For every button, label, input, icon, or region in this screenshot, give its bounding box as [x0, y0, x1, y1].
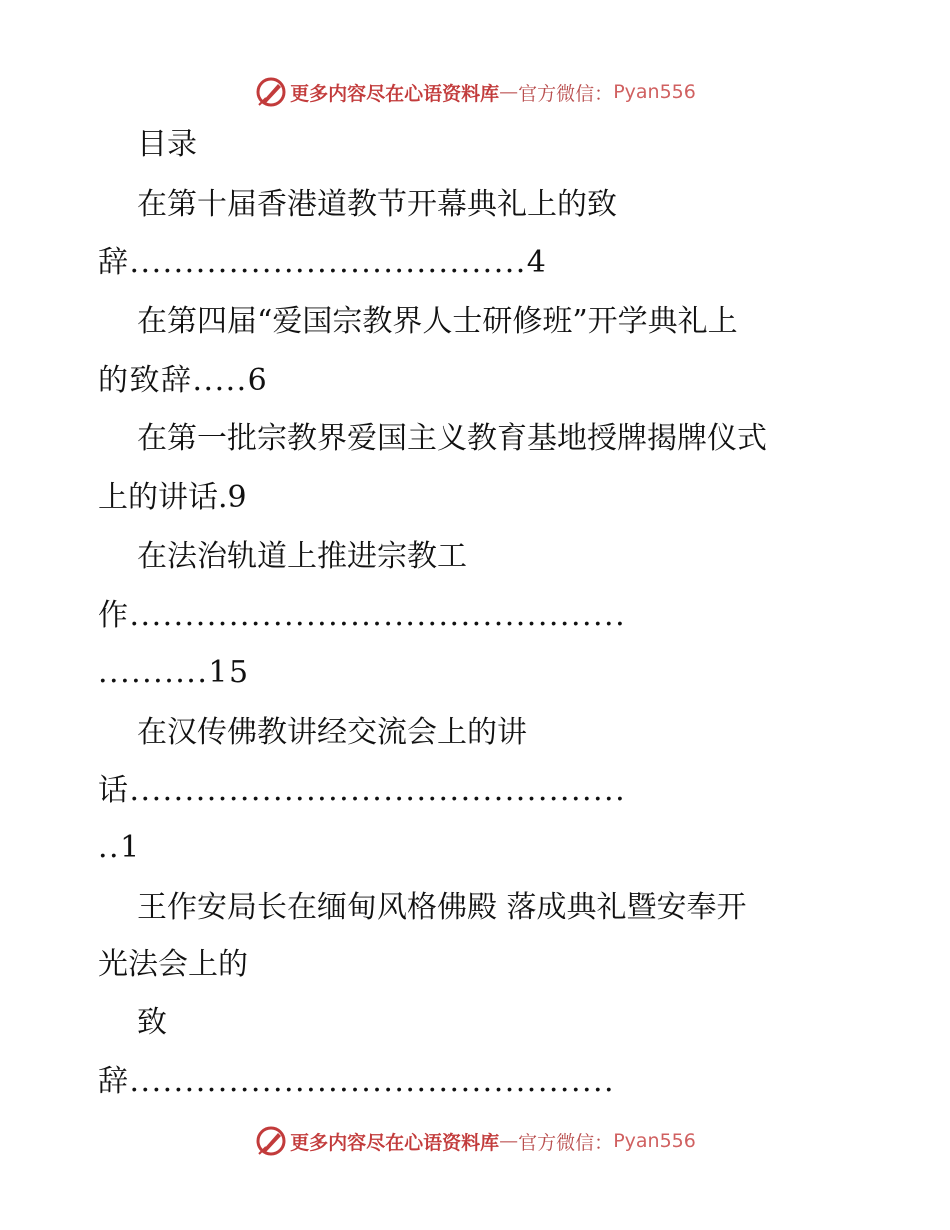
toc-line	[0, 532, 950, 582]
toc-line	[0, 708, 950, 758]
toc-entry-title: 在汉传佛教讲经交流会上的讲	[137, 715, 527, 750]
toc-line	[0, 414, 950, 464]
toc-entry-leader: ..........15	[98, 655, 250, 690]
toc-line	[0, 648, 950, 698]
toc-entry-title: 光法会上的	[98, 947, 248, 982]
toc-entry-title: 在第十届香港道教节开幕典礼上的致	[137, 187, 617, 222]
toc-line	[0, 1057, 950, 1107]
banner-brand: 更多内容尽在心语资料库	[290, 1131, 500, 1154]
banner-wechat-id: Pyan556	[613, 1130, 696, 1152]
toc-line	[0, 297, 950, 347]
footer-banner	[0, 1121, 950, 1161]
toc-entry-leader: ..1	[98, 830, 141, 865]
toc-entry-leader: 上的讲话.9	[98, 480, 247, 515]
toc-line	[0, 823, 950, 873]
toc-line	[0, 473, 950, 523]
banner-wechat-id: Pyan556	[613, 81, 696, 103]
quill-logo-icon	[254, 1124, 288, 1158]
banner-separator: —	[499, 81, 519, 103]
header-banner	[0, 72, 950, 112]
banner-wechat-label: 官方微信：	[518, 1131, 614, 1154]
toc-line	[0, 591, 950, 641]
toc-entry-title: 在法治轨道上推进宗教工	[137, 539, 467, 574]
toc-line	[0, 883, 950, 933]
toc-line	[0, 998, 950, 1048]
toc-entry-leader: 话.............................................	[98, 773, 627, 808]
toc-heading: 目录	[137, 127, 197, 162]
toc-entry-leader: 辞............................................	[98, 1064, 616, 1099]
toc-entry-title: 致	[137, 1005, 167, 1040]
toc-entry-leader: 作.............................................	[98, 598, 627, 633]
toc-entry-title: 王作安局长在缅甸风格佛殿 落成典礼暨安奉开	[137, 890, 747, 925]
toc-line	[0, 766, 950, 816]
toc-entry-leader: 的致辞.....6	[98, 363, 269, 398]
banner-wechat-label: 官方微信：	[518, 82, 614, 105]
toc-line	[0, 180, 950, 230]
toc-heading-line	[0, 120, 950, 170]
toc-line	[0, 238, 950, 288]
banner-separator: —	[499, 1130, 519, 1152]
toc-entry-title: 在第四届“爱国宗教界人士研修班”开学典礼上	[137, 304, 738, 339]
toc-line	[0, 356, 950, 406]
toc-entry-title: 在第一批宗教界爱国主义教育基地授牌揭牌仪式	[137, 421, 767, 456]
banner-brand: 更多内容尽在心语资料库	[290, 82, 500, 105]
quill-logo-icon	[254, 75, 288, 109]
toc-line	[0, 940, 950, 990]
toc-entry-leader: 辞....................................4	[98, 245, 548, 280]
